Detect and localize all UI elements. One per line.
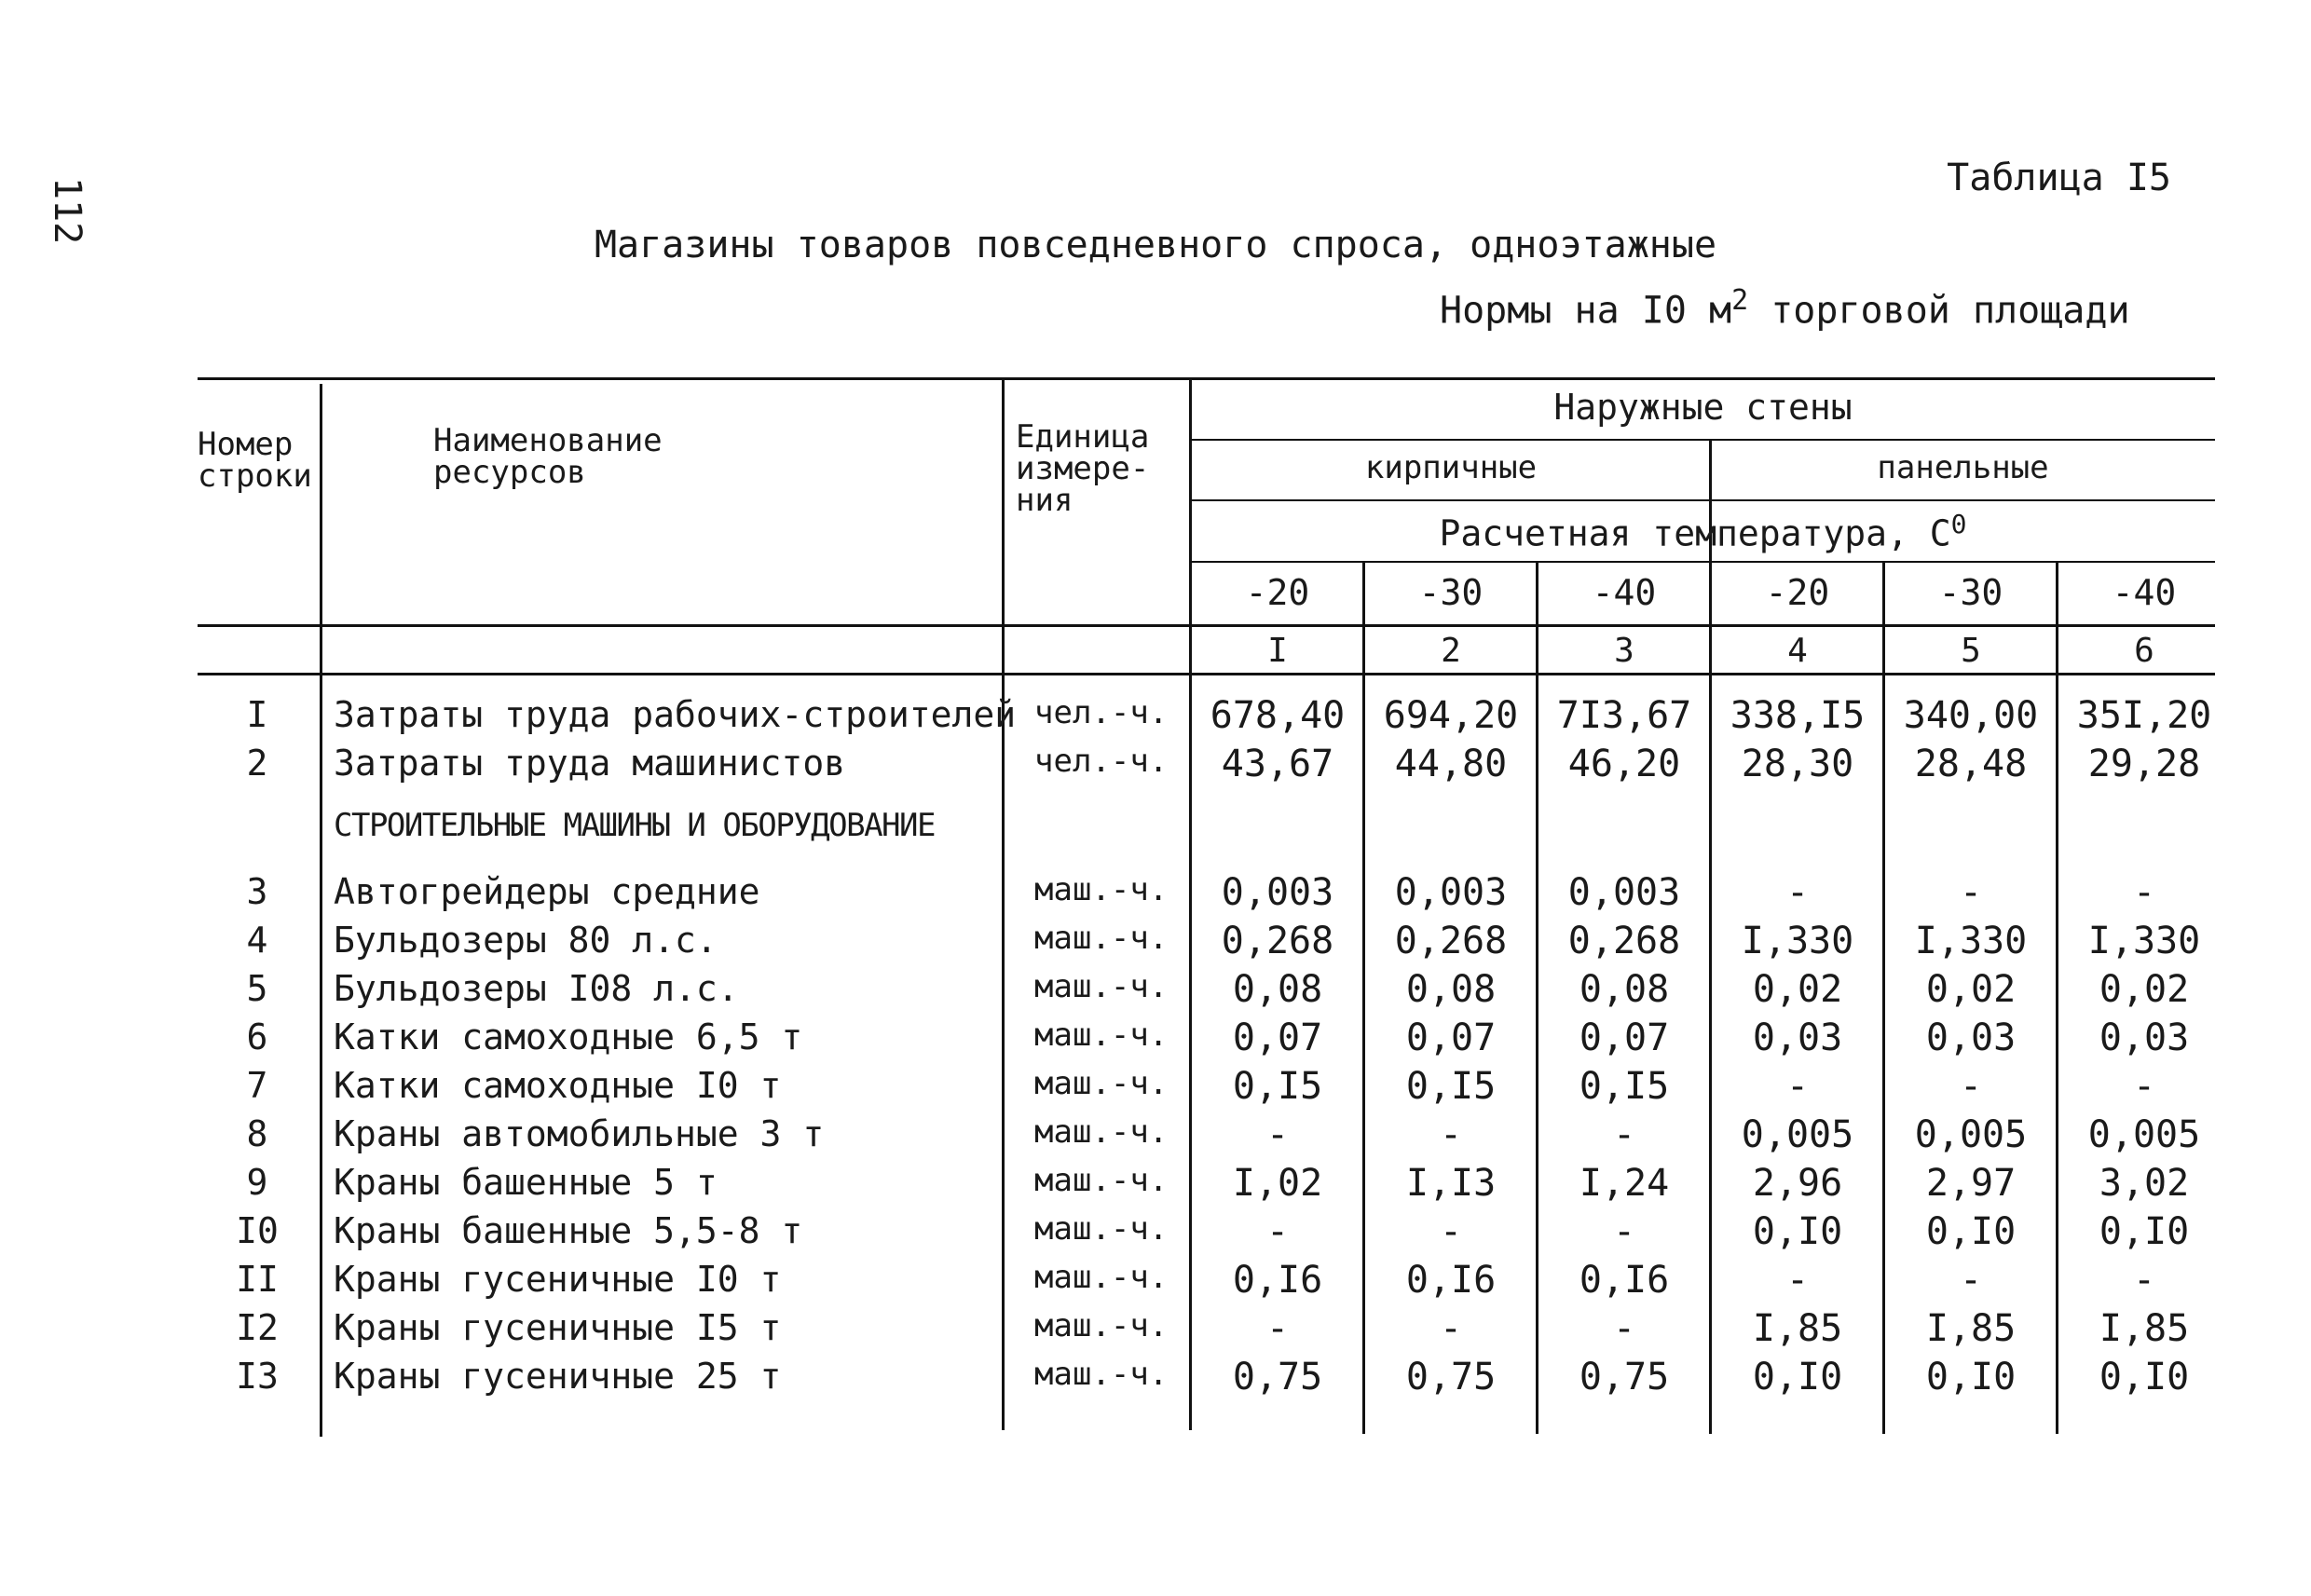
value-cell: - [1265, 1210, 1290, 1253]
value-cell: 0,I6 [1579, 1259, 1670, 1302]
value-cell: 0,75 [1405, 1356, 1497, 1398]
value-cell: 0,I5 [1579, 1065, 1670, 1108]
value-cell: I,85 [2099, 1307, 2190, 1350]
value-cell: - [1612, 1307, 1636, 1350]
value-cell: 338,I5 [1730, 694, 1866, 737]
design-temp-label: Расчетная температура, С [1439, 512, 1951, 554]
header-design-temp [1191, 509, 2215, 554]
value-cell: - [2132, 1259, 2156, 1302]
value-cell: 0,I0 [1925, 1210, 2017, 1253]
unit-of-measure: маш.-ч. [1034, 1162, 1169, 1199]
resource-name: Краны башенные 5 т [334, 1162, 718, 1203]
row-number: 2 [246, 743, 268, 784]
value-cell: 0,08 [1579, 968, 1670, 1011]
value-cell: 2,97 [1925, 1162, 2017, 1205]
value-cell: I,02 [1232, 1162, 1323, 1205]
row-number: 6 [246, 1016, 268, 1057]
value-cell: - [1439, 1113, 1463, 1156]
row-number: I0 [236, 1210, 279, 1251]
rule-temp [1191, 561, 2215, 563]
value-cell: 0,268 [1221, 920, 1334, 962]
column-number-cell: 2 [1441, 632, 1461, 670]
row-number: 5 [246, 968, 268, 1009]
value-cell: 0,I6 [1405, 1259, 1497, 1302]
value-cell: 2,96 [1752, 1162, 1843, 1205]
value-cell: 0,I6 [1232, 1259, 1323, 1302]
row-number: I2 [236, 1307, 279, 1348]
temperature-cell: -30 [1418, 572, 1484, 613]
resource-name: СТРОИТЕЛЬНЫЕ МАШИНЫ И ОБОРУДОВАНИЕ [334, 807, 935, 844]
rule-outer-walls [1191, 439, 2215, 441]
value-cell: I,330 [1914, 920, 2028, 962]
value-cell: - [1265, 1307, 1290, 1350]
header-row-no: Номер строки [198, 426, 312, 495]
table-subtitle [1440, 284, 2130, 332]
unit-of-measure: маш.-ч. [1034, 1307, 1169, 1344]
rule-material [1191, 499, 2215, 501]
value-cell: 35I,20 [2076, 694, 2212, 737]
unit-of-measure: маш.-ч. [1034, 1356, 1169, 1393]
row-number: 7 [246, 1065, 268, 1106]
rule-colnum-bottom [198, 673, 2215, 675]
value-cell: 0,02 [1925, 968, 2017, 1011]
value-cell: - [1785, 1065, 1810, 1108]
header-outer-walls: Наружные стены [1553, 387, 1853, 428]
table-title: Магазины товаров повседневного спроса, одноэтажные [594, 224, 1717, 266]
unit-of-measure: маш.-ч. [1034, 920, 1169, 957]
column-number-cell: 5 [1961, 632, 1981, 670]
column-number-cell: I [1267, 632, 1288, 670]
value-cell: I,I3 [1405, 1162, 1497, 1205]
value-cell: 0,268 [1394, 920, 1508, 962]
subtitle-prefix: Нормы на I0 м [1440, 289, 1732, 333]
row-number: 3 [246, 871, 268, 912]
temperature-cell: -20 [1245, 572, 1310, 613]
row-number: 8 [246, 1113, 268, 1154]
value-cell: I,330 [1741, 920, 1854, 962]
column-number-cell: 4 [1787, 632, 1808, 670]
resource-name: Краны автомобильные 3 т [334, 1113, 825, 1154]
value-cell: 43,67 [1221, 743, 1334, 785]
subtitle-superscript: 2 [1731, 284, 1749, 317]
vrule-name [1002, 377, 1005, 1430]
resource-name: Затраты труда рабочих-строителей [334, 694, 1017, 735]
value-cell: 0,005 [2087, 1113, 2201, 1156]
page-number: 112 [46, 177, 89, 245]
column-number-cell: 6 [2134, 632, 2154, 670]
value-cell: 28,48 [1914, 743, 2028, 785]
value-cell: - [1612, 1113, 1636, 1156]
row-number: II [236, 1259, 279, 1300]
resource-name: Бульдозеры I08 л.с. [334, 968, 739, 1009]
value-cell: 3,02 [2099, 1162, 2190, 1205]
resource-name: Краны гусеничные I0 т [334, 1259, 782, 1300]
value-cell: 0,75 [1579, 1356, 1670, 1398]
resource-name: Краны башенные 5,5-8 т [334, 1210, 803, 1251]
row-number: 4 [246, 920, 268, 961]
resource-name: Автогрейдеры средние [334, 871, 760, 912]
value-cell: - [1265, 1113, 1290, 1156]
value-cell: 0,I0 [1925, 1356, 2017, 1398]
value-cell: 0,08 [1405, 968, 1497, 1011]
value-cell: 0,I5 [1232, 1065, 1323, 1108]
resource-name: Краны гусеничные 25 т [334, 1356, 782, 1397]
value-cell: 0,I5 [1405, 1065, 1497, 1108]
subtitle-suffix: торговой площади [1748, 289, 2130, 333]
value-cell: - [1785, 871, 1810, 914]
unit-of-measure: маш.-ч. [1034, 1210, 1169, 1248]
table-label: Таблица I5 [1947, 157, 2171, 199]
resource-name: Краны гусеничные I5 т [334, 1307, 782, 1348]
value-cell: 0,003 [1394, 871, 1508, 914]
unit-of-measure: маш.-ч. [1034, 968, 1169, 1005]
header-resource: Наименование ресурсов [433, 422, 663, 491]
resource-name: Бульдозеры 80 л.с. [334, 920, 718, 961]
vrule-no [320, 384, 322, 1437]
value-cell: - [1959, 1065, 1983, 1108]
value-cell: 340,00 [1903, 694, 2039, 737]
value-cell: I,85 [1752, 1307, 1843, 1350]
header-panel: панельные [1877, 449, 2049, 486]
value-cell: 0,07 [1405, 1016, 1497, 1059]
value-cell: 0,07 [1579, 1016, 1670, 1059]
value-cell: 0,03 [1752, 1016, 1843, 1059]
temperature-cell: -30 [1938, 572, 2003, 613]
value-cell: 44,80 [1394, 743, 1508, 785]
value-cell: - [1959, 1259, 1983, 1302]
header-unit: Единица измере- ния [1016, 418, 1150, 519]
header-brick: кирпичные [1364, 449, 1538, 486]
value-cell: - [2132, 871, 2156, 914]
value-cell: 0,75 [1232, 1356, 1323, 1398]
value-cell: 0,005 [1741, 1113, 1854, 1156]
value-cell: 0,268 [1567, 920, 1681, 962]
value-cell: - [1959, 871, 1983, 914]
rule-top [198, 377, 2215, 380]
value-cell: 46,20 [1567, 743, 1681, 785]
value-cell: 28,30 [1741, 743, 1854, 785]
value-cell: 0,02 [1752, 968, 1843, 1011]
temperature-cell: -40 [2112, 572, 2177, 613]
unit-of-measure: маш.-ч. [1034, 871, 1169, 908]
design-temp-degree: 0 [1950, 509, 1967, 539]
value-cell: 7I3,67 [1556, 694, 1692, 737]
value-cell: I,24 [1579, 1162, 1670, 1205]
value-cell: 29,28 [2087, 743, 2201, 785]
value-cell: 0,03 [1925, 1016, 2017, 1059]
resource-name: Катки самоходные 6,5 т [334, 1016, 803, 1057]
value-cell: 0,07 [1232, 1016, 1323, 1059]
rule-header-bottom [198, 624, 2215, 627]
unit-of-measure: маш.-ч. [1034, 1113, 1169, 1151]
unit-of-measure: чел.-ч. [1034, 694, 1169, 731]
value-cell: - [1785, 1259, 1810, 1302]
row-number: I3 [236, 1356, 279, 1397]
value-cell: 0,I0 [1752, 1356, 1843, 1398]
value-cell: I,330 [2087, 920, 2201, 962]
value-cell: - [1612, 1210, 1636, 1253]
unit-of-measure: чел.-ч. [1034, 743, 1169, 780]
temperature-cell: -20 [1765, 572, 1830, 613]
unit-of-measure: маш.-ч. [1034, 1016, 1169, 1054]
value-cell: 0,03 [2099, 1016, 2190, 1059]
value-cell: 0,003 [1221, 871, 1334, 914]
value-cell: 0,I0 [1752, 1210, 1843, 1253]
value-cell: - [2132, 1065, 2156, 1108]
resource-name: Катки самоходные I0 т [334, 1065, 782, 1106]
value-cell: - [1439, 1307, 1463, 1350]
value-cell: - [1439, 1210, 1463, 1253]
value-cell: 0,003 [1567, 871, 1681, 914]
value-cell: 678,40 [1210, 694, 1346, 737]
value-cell: 0,005 [1914, 1113, 2028, 1156]
row-number: 9 [246, 1162, 268, 1203]
value-cell: 0,I0 [2099, 1356, 2190, 1398]
temperature-cell: -40 [1592, 572, 1657, 613]
row-number: I [246, 694, 268, 735]
value-cell: 0,I0 [2099, 1210, 2190, 1253]
value-cell: I,85 [1925, 1307, 2017, 1350]
value-cell: 694,20 [1383, 694, 1519, 737]
resource-name: Затраты труда машинистов [334, 743, 846, 784]
value-cell: 0,08 [1232, 968, 1323, 1011]
unit-of-measure: маш.-ч. [1034, 1259, 1169, 1296]
column-number-cell: 3 [1614, 632, 1634, 670]
value-cell: 0,02 [2099, 968, 2190, 1011]
unit-of-measure: маш.-ч. [1034, 1065, 1169, 1102]
